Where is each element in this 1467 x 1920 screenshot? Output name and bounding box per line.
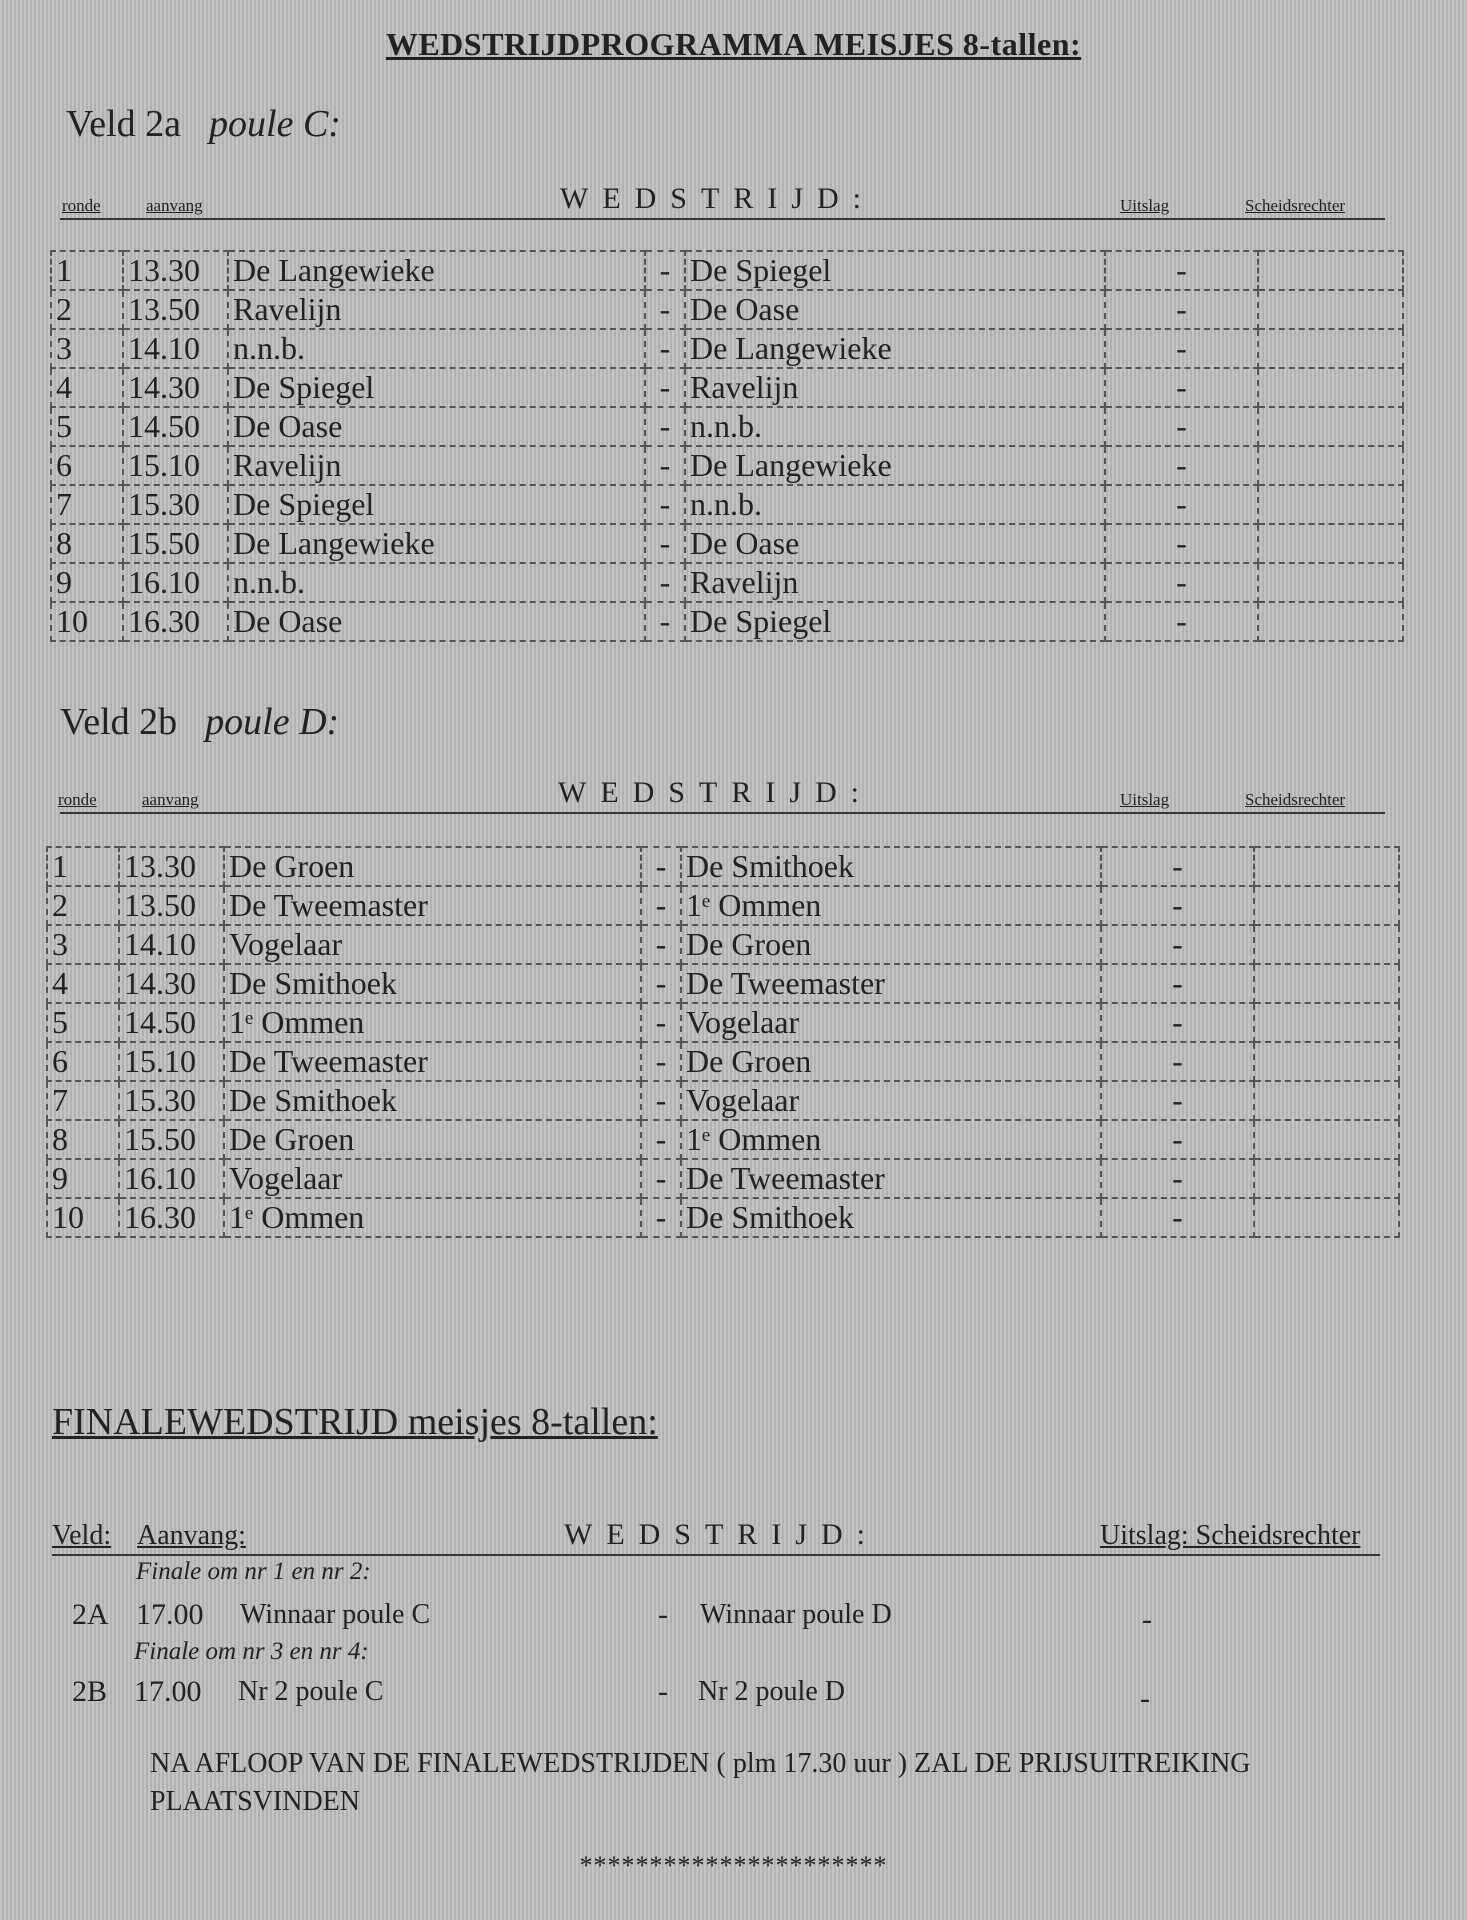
header-scheidsrechter: Scheidsrechter: [1245, 196, 1346, 215]
away-team-cell: De Smithoek: [681, 1198, 1101, 1237]
table-row: [51, 446, 1403, 485]
home-team-cell: De Smithoek: [224, 1081, 641, 1120]
home-team-cell: De Oase: [228, 602, 645, 641]
table-row: [51, 290, 1403, 329]
table-row: [47, 847, 1399, 886]
final-1-label: Finale om nr 1 en nr 2:: [136, 1558, 371, 1585]
away-team-cell: Vogelaar: [681, 1003, 1101, 1042]
final-2-sep: -: [658, 1675, 668, 1708]
ronde-cell: 4: [51, 368, 123, 407]
ronde-cell: 9: [47, 1159, 119, 1198]
time-cell: 14.10: [119, 925, 224, 964]
away-team-cell: De Spiegel: [685, 602, 1105, 641]
result-cell: -: [1101, 1003, 1254, 1042]
header-aanvang: aanvang: [142, 790, 199, 809]
ronde-cell: 3: [51, 329, 123, 368]
time-cell: 16.10: [123, 563, 228, 602]
time-cell: 14.30: [123, 368, 228, 407]
home-team-cell: 1ᵉ Ommen: [224, 1003, 641, 1042]
ronde-cell: 2: [51, 290, 123, 329]
header-uitslag: Uitslag: [1120, 790, 1170, 809]
ronde-cell: 10: [51, 602, 123, 641]
table-row: [51, 485, 1403, 524]
result-cell: -: [1105, 602, 1258, 641]
away-team-cell: De Spiegel: [685, 251, 1105, 290]
home-team-cell: n.n.b.: [228, 563, 645, 602]
referee-cell: [1254, 1042, 1399, 1081]
away-team-cell: De Oase: [685, 524, 1105, 563]
result-cell: -: [1101, 847, 1254, 886]
table-row: [47, 886, 1399, 925]
time-cell: 14.50: [119, 1003, 224, 1042]
header-uitslag: Uitslag: [1120, 196, 1170, 215]
home-team-cell: De Langewieke: [228, 251, 645, 290]
separator-cell: -: [645, 290, 685, 329]
home-team-cell: De Spiegel: [228, 368, 645, 407]
table-row: [47, 964, 1399, 1003]
result-cell: -: [1105, 290, 1258, 329]
footer-stars: **********************: [579, 1851, 888, 1880]
table-row: [47, 1159, 1399, 1198]
home-team-cell: De Spiegel: [228, 485, 645, 524]
header-scheidsrechter: Scheidsrechter: [1245, 790, 1346, 809]
poule-label: poule D:: [205, 701, 340, 743]
referee-cell: [1258, 251, 1403, 290]
home-team-cell: Vogelaar: [224, 1159, 641, 1198]
time-cell: 14.10: [123, 329, 228, 368]
separator-cell: -: [645, 485, 685, 524]
away-team-cell: De Tweemaster: [681, 1159, 1101, 1198]
time-cell: 15.50: [119, 1120, 224, 1159]
result-cell: -: [1105, 368, 1258, 407]
time-cell: 13.30: [123, 251, 228, 290]
ronde-cell: 8: [47, 1120, 119, 1159]
time-cell: 15.10: [119, 1042, 224, 1081]
home-team-cell: De Tweemaster: [224, 1042, 641, 1081]
separator-cell: -: [641, 1198, 681, 1237]
prize-ceremony-note: NA AFLOOP VAN DE FINALEWEDSTRIJDEN ( plm 17.30 uur ) ZAL DE PRIJSUITREIKING PLAATSVINDEN: [150, 1748, 1251, 1817]
referee-cell: [1254, 1159, 1399, 1198]
final-2-home: Nr 2 poule C: [238, 1676, 384, 1707]
separator-cell: -: [645, 329, 685, 368]
table-row: [51, 368, 1403, 407]
home-team-cell: De Groen: [224, 1120, 641, 1159]
table-row: [51, 563, 1403, 602]
away-team-cell: n.n.b.: [685, 485, 1105, 524]
separator-cell: -: [645, 602, 685, 641]
result-cell: -: [1101, 925, 1254, 964]
home-team-cell: De Oase: [228, 407, 645, 446]
separator-cell: -: [645, 524, 685, 563]
referee-cell: [1258, 446, 1403, 485]
ronde-cell: 7: [47, 1081, 119, 1120]
ronde-cell: 7: [51, 485, 123, 524]
referee-cell: [1258, 407, 1403, 446]
referee-cell: [1258, 368, 1403, 407]
ronde-cell: 8: [51, 524, 123, 563]
final-1-result: -: [1142, 1603, 1152, 1636]
away-team-cell: De Tweemaster: [681, 964, 1101, 1003]
result-cell: -: [1101, 964, 1254, 1003]
table-row: [47, 925, 1399, 964]
separator-cell: -: [645, 563, 685, 602]
separator-cell: -: [645, 368, 685, 407]
away-team-cell: De Langewieke: [685, 329, 1105, 368]
away-team-cell: De Smithoek: [681, 847, 1101, 886]
time-cell: 15.30: [119, 1081, 224, 1120]
header-wedstrijd: WEDSTRIJD:: [558, 776, 873, 809]
final-2-result: -: [1140, 1682, 1150, 1715]
final-1-away: Winnaar poule D: [700, 1599, 892, 1630]
table-row: [51, 251, 1403, 290]
schedule-table-poule-d: [46, 846, 1400, 1238]
referee-cell: [1254, 964, 1399, 1003]
referee-cell: [1258, 524, 1403, 563]
separator-cell: -: [645, 251, 685, 290]
ronde-cell: 5: [51, 407, 123, 446]
ronde-cell: 1: [47, 847, 119, 886]
time-cell: 16.30: [123, 602, 228, 641]
header-uitslag-scheidsrechter: Uitslag: Scheidsrechter: [1100, 1520, 1361, 1551]
header-wedstrijd: WEDSTRIJD:: [564, 1518, 879, 1551]
referee-cell: [1258, 563, 1403, 602]
result-cell: -: [1101, 1120, 1254, 1159]
ronde-cell: 6: [47, 1042, 119, 1081]
header-aanvang: Aanvang:: [137, 1520, 246, 1551]
separator-cell: -: [641, 1081, 681, 1120]
header-ronde: ronde: [62, 196, 101, 215]
table-row: [47, 1198, 1399, 1237]
table-row: [51, 524, 1403, 563]
ronde-cell: 6: [51, 446, 123, 485]
away-team-cell: Vogelaar: [681, 1081, 1101, 1120]
referee-cell: [1254, 925, 1399, 964]
table-row: [47, 1042, 1399, 1081]
schedule-table-poule-c: [50, 250, 1404, 642]
referee-cell: [1254, 1081, 1399, 1120]
result-cell: -: [1105, 524, 1258, 563]
section-title-poule-c: [66, 102, 341, 146]
header-ronde: ronde: [58, 790, 97, 809]
page-title: WEDSTRIJDPROGRAMMA MEISJES 8-tallen:: [385, 26, 1082, 62]
poule-label: poule C:: [209, 103, 341, 145]
header-aanvang: aanvang: [146, 196, 203, 215]
result-cell: -: [1101, 1159, 1254, 1198]
home-team-cell: Vogelaar: [224, 925, 641, 964]
final-2-away: Nr 2 poule D: [698, 1676, 845, 1707]
referee-cell: [1258, 485, 1403, 524]
table-row: [47, 1120, 1399, 1159]
away-team-cell: Ravelijn: [685, 563, 1105, 602]
section-title-poule-d: [60, 700, 339, 744]
header-wedstrijd: WEDSTRIJD:: [560, 182, 875, 215]
header-veld: Veld:: [52, 1520, 112, 1551]
separator-cell: -: [641, 964, 681, 1003]
ronde-cell: 4: [47, 964, 119, 1003]
table-row: [47, 1003, 1399, 1042]
ronde-cell: 1: [51, 251, 123, 290]
table-header-poule-c: [60, 182, 1385, 220]
time-cell: 14.30: [119, 964, 224, 1003]
result-cell: -: [1101, 1042, 1254, 1081]
time-cell: 15.50: [123, 524, 228, 563]
away-team-cell: De Groen: [681, 1042, 1101, 1081]
home-team-cell: De Smithoek: [224, 964, 641, 1003]
final-2-veld: 2B: [72, 1675, 108, 1708]
away-team-cell: n.n.b.: [685, 407, 1105, 446]
veld-label: Veld 2b: [60, 701, 178, 743]
result-cell: -: [1105, 485, 1258, 524]
home-team-cell: 1ᵉ Ommen: [224, 1198, 641, 1237]
separator-cell: -: [645, 446, 685, 485]
separator-cell: -: [641, 1042, 681, 1081]
table-row: [51, 407, 1403, 446]
time-cell: 15.30: [123, 485, 228, 524]
result-cell: -: [1105, 251, 1258, 290]
final-2-label: Finale om nr 3 en nr 4:: [134, 1638, 369, 1665]
home-team-cell: Ravelijn: [228, 446, 645, 485]
final-1-time: 17.00: [136, 1598, 204, 1631]
result-cell: -: [1101, 1081, 1254, 1120]
table-row: [47, 1081, 1399, 1120]
result-cell: -: [1101, 886, 1254, 925]
table-header-poule-d: [58, 776, 1385, 814]
time-cell: 15.10: [123, 446, 228, 485]
final-1-home: Winnaar poule C: [240, 1599, 431, 1630]
veld-label: Veld 2a: [66, 103, 182, 145]
home-team-cell: n.n.b.: [228, 329, 645, 368]
away-team-cell: 1ᵉ Ommen: [681, 886, 1101, 925]
home-team-cell: Ravelijn: [228, 290, 645, 329]
away-team-cell: De Groen: [681, 925, 1101, 964]
result-cell: -: [1101, 1198, 1254, 1237]
home-team-cell: De Groen: [224, 847, 641, 886]
home-team-cell: De Tweemaster: [224, 886, 641, 925]
ronde-cell: 5: [47, 1003, 119, 1042]
separator-cell: -: [641, 847, 681, 886]
result-cell: -: [1105, 407, 1258, 446]
time-cell: 14.50: [123, 407, 228, 446]
result-cell: -: [1105, 446, 1258, 485]
final-header: [52, 1518, 1380, 1556]
time-cell: 16.10: [119, 1159, 224, 1198]
away-team-cell: 1ᵉ Ommen: [681, 1120, 1101, 1159]
referee-cell: [1258, 329, 1403, 368]
final-1-sep: -: [658, 1598, 668, 1631]
table-row: [51, 329, 1403, 368]
result-cell: -: [1105, 329, 1258, 368]
away-team-cell: De Oase: [685, 290, 1105, 329]
separator-cell: -: [641, 925, 681, 964]
referee-cell: [1258, 290, 1403, 329]
separator-cell: -: [641, 1159, 681, 1198]
final-1-veld: 2A: [72, 1598, 109, 1631]
separator-cell: -: [641, 1120, 681, 1159]
time-cell: 16.30: [119, 1198, 224, 1237]
ronde-cell: 3: [47, 925, 119, 964]
referee-cell: [1258, 602, 1403, 641]
referee-cell: [1254, 886, 1399, 925]
final-title: FINALEWEDSTRIJD meisjes 8-tallen:: [52, 1401, 658, 1443]
time-cell: 13.30: [119, 847, 224, 886]
referee-cell: [1254, 1198, 1399, 1237]
referee-cell: [1254, 1003, 1399, 1042]
separator-cell: -: [641, 886, 681, 925]
time-cell: 13.50: [123, 290, 228, 329]
ronde-cell: 10: [47, 1198, 119, 1237]
referee-cell: [1254, 1120, 1399, 1159]
separator-cell: -: [645, 407, 685, 446]
ronde-cell: 9: [51, 563, 123, 602]
separator-cell: -: [641, 1003, 681, 1042]
away-team-cell: Ravelijn: [685, 368, 1105, 407]
table-row: [51, 602, 1403, 641]
time-cell: 13.50: [119, 886, 224, 925]
referee-cell: [1254, 847, 1399, 886]
ronde-cell: 2: [47, 886, 119, 925]
away-team-cell: De Langewieke: [685, 446, 1105, 485]
home-team-cell: De Langewieke: [228, 524, 645, 563]
result-cell: -: [1105, 563, 1258, 602]
final-2-time: 17.00: [134, 1675, 202, 1708]
